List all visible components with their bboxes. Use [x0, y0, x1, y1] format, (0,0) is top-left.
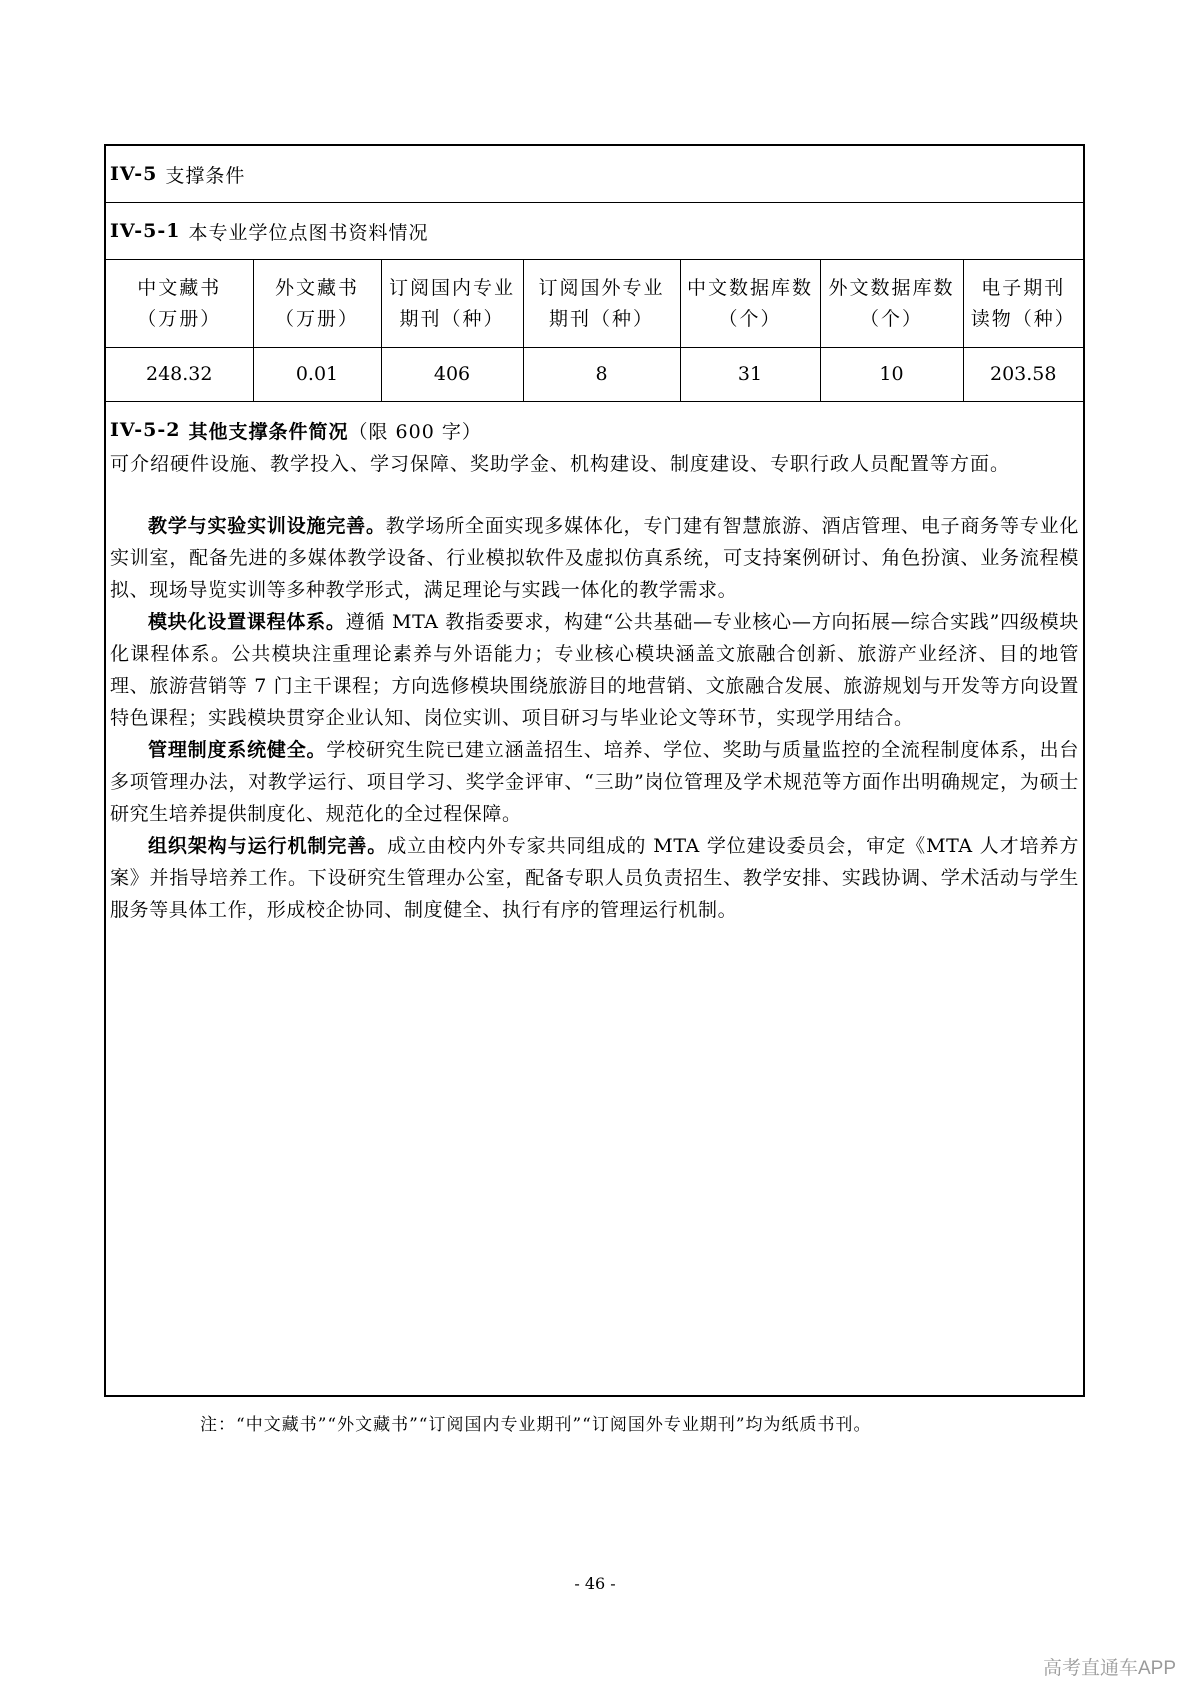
- support-description: [106, 510, 1083, 926]
- watermark: 高考直通车APP: [1042, 1658, 1176, 1679]
- value-cell: 8: [523, 348, 680, 402]
- subsection-1-code: IV-5-1: [110, 220, 181, 242]
- section-code: IV-5: [110, 163, 158, 185]
- paragraph: 组织架构与运行机制完善。成立由校内外专家共同组成的 MTA 学位建设委员会，审定《MTA 人才培养方案》并指导培养工作。下设研究生管理办公室，配备专职人员负责招生、教学安排、实践协调、学术活动与学生服务等具体工作，形成校企协同、制度健全、执行有序的管理运行机制。: [110, 835, 1080, 921]
- paragraph: 教学与实验实训设施完善。教学场所全面实现多媒体化，专门建有智慧旅游、酒店管理、电子商务等专业化实训室，配备先进的多媒体教学设备、行业模拟软件及虚拟仿真系统，可支持案例研讨、角色扮演、业务流程模拟、现场导览实训等多种教学形式，满足理论与实践一体化的教学需求。: [110, 515, 1079, 601]
- header-cell: 订阅国外专业 期刊（种）: [523, 260, 680, 348]
- subsection-1-text: 本专业学位点图书资料情况: [188, 221, 429, 244]
- subsection-2-code: IV-5-2: [110, 419, 181, 441]
- header-cell: 订阅国内专业 期刊（种）: [381, 260, 523, 348]
- section-title: [106, 146, 1083, 203]
- table-value-row: [106, 348, 1083, 402]
- subsection-1-title: [106, 203, 1083, 260]
- footnote: 注：“中文藏书”“外文藏书”“订阅国内专业期刊”“订阅国外专业期刊”均为纸质书刊。: [200, 1415, 872, 1435]
- section-title-text: 支撑条件: [165, 164, 246, 187]
- value-cell: 31: [680, 348, 820, 402]
- table-header-row: [106, 260, 1083, 348]
- paragraph: 管理制度系统健全。学校研究生院已建立涵盖招生、培养、学位、奖助与质量监控的全流程制度体系，出台多项管理办法，对教学运行、项目学习、奖学金评审、“三助”岗位管理及学术规范等方面作出明确规定，为硕士研究生培养提供制度化、规范化的全过程保障。: [110, 739, 1079, 825]
- value-cell: 203.58: [963, 348, 1083, 402]
- header-cell: 外文藏书 （万册）: [253, 260, 381, 348]
- value-cell: 406: [381, 348, 523, 402]
- value-cell: 0.01: [253, 348, 381, 402]
- word-limit: （限 600 字）: [348, 420, 482, 443]
- header-cell: 中文数据库数 （个）: [680, 260, 820, 348]
- subsection-2-text: 其他支撑条件简况: [188, 420, 349, 443]
- paragraph: 模块化设置课程体系。遵循 MTA 教指委要求，构建“公共基础—专业核心—方向拓展—综合实践”四级模块化课程体系。公共模块注重理论素养与外语能力；专业核心模块涵盖文旅融合创新、旅游产业经济、目的地管理、旅游营销等 7 门主干课程；方向选修模块围绕旅游目的地营销、文旅融合发展、旅游规划与开发等方向设置特色课程；实践模块贯穿企业认知、岗位实训、项目研习与毕业论文等环节，实现学用结合。: [110, 611, 1079, 729]
- support-conditions-form: [104, 144, 1085, 1397]
- value-cell: 248.32: [106, 348, 253, 402]
- subsection-2-intro: 可介绍硬件设施、教学投入、学习保障、奖助学金、机构建设、制度建设、专职行政人员配置等方面。: [110, 453, 1011, 475]
- header-cell: 外文数据库数 （个）: [820, 260, 963, 348]
- header-cell: 电子期刊 读物（种）: [963, 260, 1083, 348]
- header-cell: 中文藏书 （万册）: [106, 260, 253, 348]
- library-resources-table: [106, 260, 1083, 402]
- page-number: - 46 -: [574, 1574, 616, 1593]
- value-cell: 10: [820, 348, 963, 402]
